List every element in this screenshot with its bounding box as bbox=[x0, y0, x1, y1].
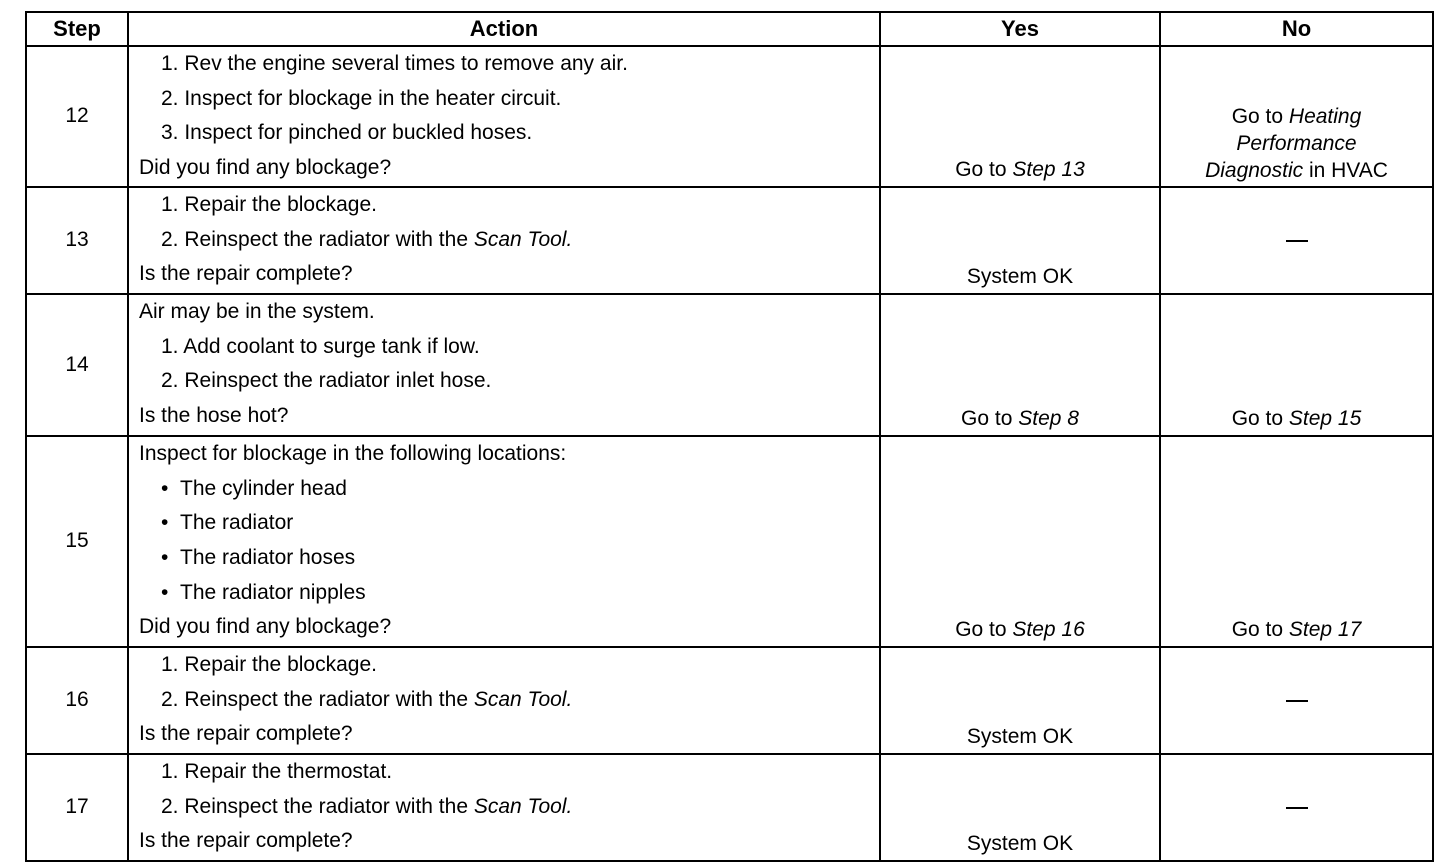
yes-step-link[interactable]: Step 16 bbox=[1012, 617, 1085, 641]
step-number: 15 bbox=[26, 436, 128, 647]
table-row bbox=[26, 647, 1433, 754]
bullet-text: The radiator hoses bbox=[180, 545, 356, 569]
step-number: 17 bbox=[26, 754, 128, 861]
bullet-item: • The radiator nipples bbox=[161, 580, 366, 604]
bullet-text: The radiator bbox=[180, 511, 294, 535]
action-question: Did you find any blockage? bbox=[139, 615, 392, 639]
action-cell bbox=[128, 647, 880, 754]
yes-cell bbox=[880, 436, 1160, 647]
yes-cell bbox=[880, 294, 1160, 436]
action-step: 2. Inspect for blockage in the heater circuit. bbox=[161, 86, 562, 110]
action-step bbox=[129, 790, 879, 825]
action-intro: Air may be in the system. bbox=[139, 299, 375, 323]
table-row bbox=[26, 294, 1433, 436]
header-row bbox=[26, 12, 1433, 46]
yes-step-link[interactable]: Step 13 bbox=[1012, 157, 1085, 181]
action-step: 1. Add coolant to surge tank if low. bbox=[161, 334, 480, 358]
action-question: Is the repair complete? bbox=[139, 722, 353, 746]
action-intro: Inspect for blockage in the following locations: bbox=[139, 441, 567, 465]
scan-tool-ref: Scan Tool. bbox=[473, 794, 573, 818]
yes-prefix: Go to bbox=[955, 617, 1013, 641]
scan-tool-ref: Scan Tool. bbox=[473, 227, 573, 251]
bullet-text: The radiator nipples bbox=[180, 580, 366, 604]
action-step: 1. Repair the blockage. bbox=[161, 192, 377, 216]
action-step-text: 2. Reinspect the radiator with the bbox=[161, 687, 474, 711]
action-step-text: 2. Reinspect the radiator with the bbox=[161, 227, 474, 251]
action-cell bbox=[128, 294, 880, 436]
yes-prefix: Go to bbox=[955, 157, 1013, 181]
dash-icon bbox=[1286, 700, 1308, 702]
yes-cell: System OK bbox=[880, 187, 1160, 294]
action-step-text: 2. Reinspect the radiator with the bbox=[161, 794, 474, 818]
action-step: 2. Reinspect the radiator inlet hose. bbox=[161, 369, 492, 393]
step-number: 14 bbox=[26, 294, 128, 436]
yes-cell bbox=[880, 46, 1160, 187]
scan-tool-ref: Scan Tool. bbox=[473, 687, 573, 711]
header-no: No bbox=[1160, 12, 1433, 46]
no-cell bbox=[1160, 436, 1433, 647]
no-cell bbox=[1160, 294, 1433, 436]
table-row bbox=[26, 754, 1433, 861]
no-cell bbox=[1160, 647, 1433, 754]
table-row bbox=[26, 187, 1433, 294]
action-step: 1. Repair the blockage. bbox=[161, 652, 377, 676]
action-cell bbox=[128, 187, 880, 294]
action-cell bbox=[128, 436, 880, 647]
yes-step-link[interactable]: Step 8 bbox=[1018, 406, 1079, 430]
no-ref-performance[interactable]: Performance bbox=[1236, 131, 1357, 155]
action-step bbox=[129, 683, 879, 718]
bullet-item: • The radiator bbox=[161, 511, 294, 535]
step-number: 13 bbox=[26, 187, 128, 294]
action-question: Did you find any blockage? bbox=[139, 156, 392, 180]
no-suffix: in HVAC bbox=[1303, 158, 1388, 182]
table-row bbox=[26, 436, 1433, 647]
dash-icon bbox=[1286, 240, 1308, 242]
action-step bbox=[129, 223, 879, 258]
yes-prefix: Go to bbox=[961, 406, 1019, 430]
action-step: 1. Rev the engine several times to remove any air. bbox=[161, 52, 628, 75]
step-number: 16 bbox=[26, 647, 128, 754]
no-prefix: Go to bbox=[1231, 406, 1289, 430]
no-ref-heating[interactable]: Heating bbox=[1288, 104, 1362, 128]
no-cell bbox=[1160, 754, 1433, 861]
action-cell bbox=[128, 46, 880, 187]
table-row bbox=[26, 46, 1433, 187]
step-number: 12 bbox=[26, 46, 128, 187]
action-question: Is the hose hot? bbox=[139, 403, 289, 427]
bullet-item: • The radiator hoses bbox=[161, 545, 356, 569]
action-step: 1. Repair the thermostat. bbox=[161, 759, 393, 783]
no-step-link[interactable]: Step 15 bbox=[1288, 406, 1362, 430]
header-yes: Yes bbox=[880, 12, 1160, 46]
no-cell bbox=[1160, 46, 1433, 187]
action-question: Is the repair complete? bbox=[139, 262, 353, 286]
action-question: Is the repair complete? bbox=[139, 829, 353, 853]
no-step-link[interactable]: Step 17 bbox=[1288, 617, 1362, 641]
no-prefix: Go to bbox=[1231, 104, 1289, 128]
no-prefix: Go to bbox=[1231, 617, 1289, 641]
bullet-item: • The cylinder head bbox=[161, 476, 347, 500]
header-step: Step bbox=[26, 12, 128, 46]
dash-icon bbox=[1286, 807, 1308, 809]
diagnostic-table bbox=[25, 11, 1434, 862]
yes-cell: System OK bbox=[880, 754, 1160, 861]
header-action: Action bbox=[128, 12, 880, 46]
action-cell bbox=[128, 754, 880, 861]
yes-cell: System OK bbox=[880, 647, 1160, 754]
no-ref-diagnostic[interactable]: Diagnostic bbox=[1205, 158, 1304, 182]
no-cell bbox=[1160, 187, 1433, 294]
bullet-text: The cylinder head bbox=[180, 476, 347, 500]
action-step: 3. Inspect for pinched or buckled hoses. bbox=[161, 121, 533, 145]
